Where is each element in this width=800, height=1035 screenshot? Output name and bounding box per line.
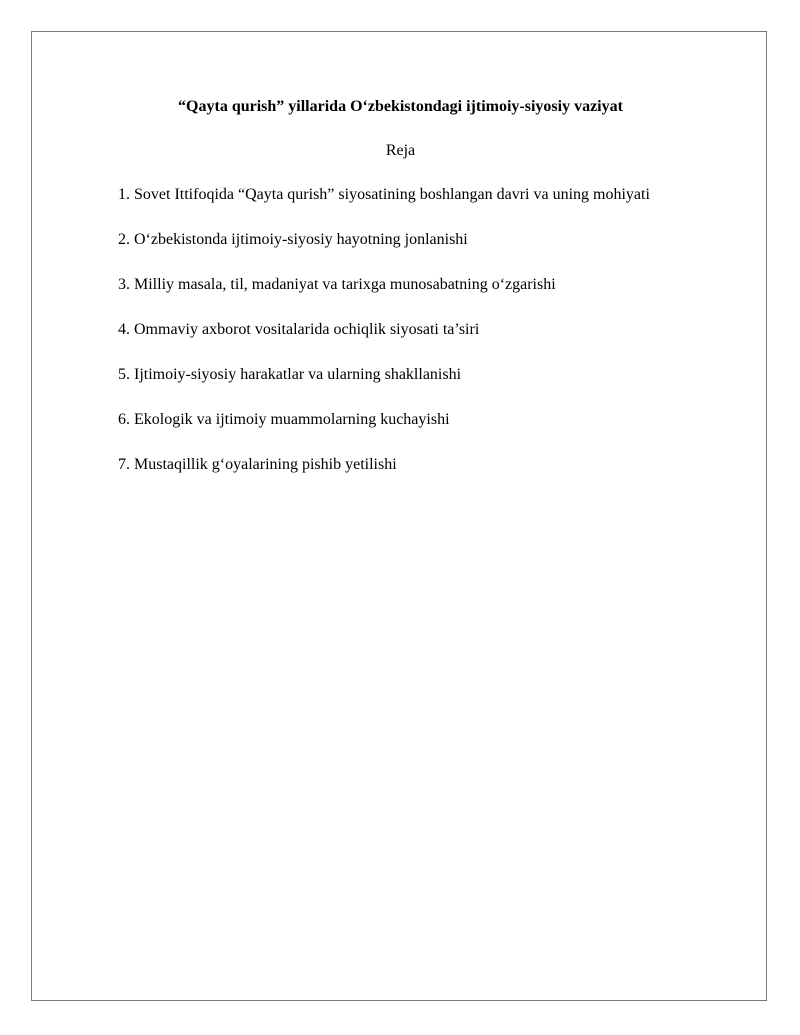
plan-list (118, 180, 683, 480)
plan-heading: Reja (385, 142, 416, 159)
plan-item: 2. O‘zbekistonda ijtimoiy-siyosiy hayotning jonlanishi (118, 231, 468, 248)
plan-item: 4. Ommaviy axborot vositalarida ochiqlik siyosati ta’siri (118, 321, 480, 338)
plan-item: 1. Sovet Ittifoqida “Qayta qurish” siyosatining boshlangan davri va uning mohiyati (118, 186, 650, 203)
document-content (118, 95, 683, 480)
plan-item: 5. Ijtimoiy-siyosiy harakatlar va ularning shakllanishi (118, 366, 462, 383)
plan-item: 6. Ekologik va ijtimoiy muammolarning kuchayishi (118, 411, 450, 428)
document-title: “Qayta qurish” yillarida O‘zbekistondagi ijtimoiy-siyosiy vaziyat (178, 98, 623, 115)
plan-item: 3. Milliy masala, til, madaniyat va tarixga munosabatning o‘zgarishi (118, 276, 556, 293)
document-page (31, 31, 767, 1001)
plan-item: 7. Mustaqillik g‘oyalarining pishib yetilishi (118, 456, 397, 473)
